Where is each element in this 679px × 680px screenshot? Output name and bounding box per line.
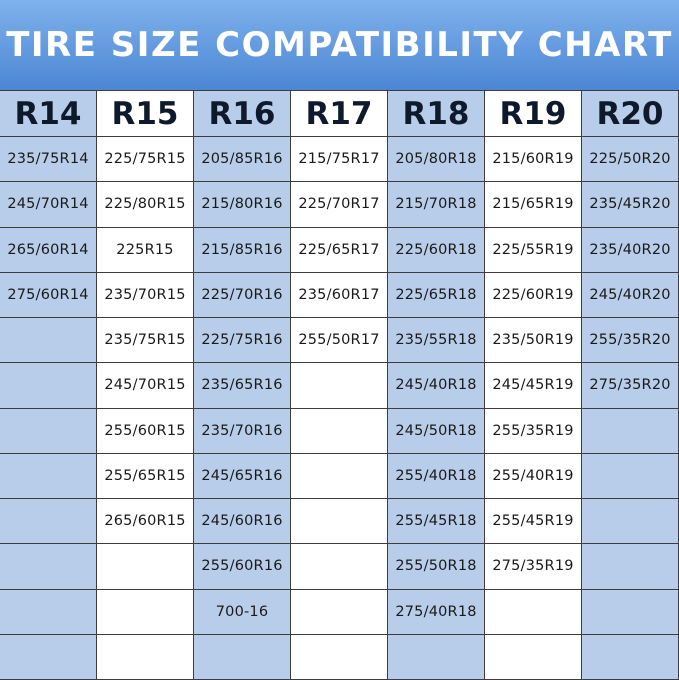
tire-size-cell [291, 363, 388, 408]
tire-size-cell: 225/60R19 [485, 273, 582, 318]
tire-size-cell [0, 544, 97, 589]
tire-size-cell: 235/75R14 [0, 137, 97, 182]
tire-size-cell [485, 590, 582, 635]
tire-size-cell: 225/70R16 [194, 273, 291, 318]
tire-size-cell [485, 635, 582, 680]
tire-size-cell [388, 635, 485, 680]
tire-size-cell [582, 544, 679, 589]
tire-size-cell: 235/50R19 [485, 318, 582, 363]
column-header-r18: R18 [388, 91, 485, 137]
tire-size-cell: 255/45R18 [388, 499, 485, 544]
tire-size-cell: 255/40R18 [388, 454, 485, 499]
tire-size-cell: 235/75R15 [97, 318, 194, 363]
tire-size-cell: 225/55R19 [485, 228, 582, 273]
tire-size-cell: 245/40R20 [582, 273, 679, 318]
tire-size-cell [291, 499, 388, 544]
tire-size-cell [582, 454, 679, 499]
tire-size-cell: 265/60R14 [0, 228, 97, 273]
tire-size-cell: 235/70R16 [194, 409, 291, 454]
tire-size-cell: 255/50R18 [388, 544, 485, 589]
column-header-r19: R19 [485, 91, 582, 137]
tire-size-cell: 255/35R19 [485, 409, 582, 454]
tire-size-cell: 215/80R16 [194, 182, 291, 227]
tire-size-cell: 225/65R18 [388, 273, 485, 318]
tire-size-cell [582, 590, 679, 635]
size-table [0, 90, 679, 680]
tire-size-cell: 225/75R16 [194, 318, 291, 363]
tire-size-cell [0, 363, 97, 408]
tire-size-cell [0, 454, 97, 499]
tire-size-cell: 275/35R20 [582, 363, 679, 408]
tire-size-cell: 235/70R15 [97, 273, 194, 318]
tire-size-cell: 225R15 [97, 228, 194, 273]
tire-size-cell [97, 544, 194, 589]
tire-size-cell [291, 409, 388, 454]
column-header-r14: R14 [0, 91, 97, 137]
column-header-r16: R16 [194, 91, 291, 137]
tire-size-cell [97, 590, 194, 635]
tire-size-cell: 700-16 [194, 590, 291, 635]
tire-size-cell: 255/60R15 [97, 409, 194, 454]
tire-size-cell [582, 635, 679, 680]
column-header-r15: R15 [97, 91, 194, 137]
chart-title: TIRE SIZE COMPATIBILITY CHART [6, 25, 673, 65]
tire-size-cell: 255/45R19 [485, 499, 582, 544]
tire-size-cell: 255/65R15 [97, 454, 194, 499]
tire-size-cell: 205/80R18 [388, 137, 485, 182]
tire-size-cell: 255/40R19 [485, 454, 582, 499]
tire-size-cell [291, 544, 388, 589]
tire-size-cell: 235/55R18 [388, 318, 485, 363]
tire-size-cell: 275/60R14 [0, 273, 97, 318]
tire-size-cell: 235/40R20 [582, 228, 679, 273]
tire-size-cell: 205/85R16 [194, 137, 291, 182]
tire-size-cell: 215/85R16 [194, 228, 291, 273]
tire-size-cell [0, 635, 97, 680]
column-header-r17: R17 [291, 91, 388, 137]
tire-size-cell: 255/60R16 [194, 544, 291, 589]
tire-size-cell: 265/60R15 [97, 499, 194, 544]
tire-size-cell: 255/50R17 [291, 318, 388, 363]
column-header-r20: R20 [582, 91, 679, 137]
tire-size-cell: 275/40R18 [388, 590, 485, 635]
tire-size-cell: 225/65R17 [291, 228, 388, 273]
tire-size-cell: 245/40R18 [388, 363, 485, 408]
tire-size-cell: 245/70R14 [0, 182, 97, 227]
tire-size-cell: 255/35R20 [582, 318, 679, 363]
tire-size-cell [194, 635, 291, 680]
tire-size-cell: 225/70R17 [291, 182, 388, 227]
tire-size-cell: 245/70R15 [97, 363, 194, 408]
tire-size-cell [0, 590, 97, 635]
tire-size-cell [291, 635, 388, 680]
tire-size-cell: 225/75R15 [97, 137, 194, 182]
tire-size-cell [582, 409, 679, 454]
tire-size-cell: 225/80R15 [97, 182, 194, 227]
tire-size-cell: 215/60R19 [485, 137, 582, 182]
tire-size-cell [97, 635, 194, 680]
tire-size-cell: 225/60R18 [388, 228, 485, 273]
tire-size-cell: 235/65R16 [194, 363, 291, 408]
tire-size-cell [0, 409, 97, 454]
tire-size-cell: 245/65R16 [194, 454, 291, 499]
tire-size-cell: 215/70R18 [388, 182, 485, 227]
tire-size-cell: 245/60R16 [194, 499, 291, 544]
tire-size-cell: 275/35R19 [485, 544, 582, 589]
tire-size-cell [291, 454, 388, 499]
tire-size-cell: 215/65R19 [485, 182, 582, 227]
title-banner [0, 0, 679, 90]
tire-size-cell [582, 499, 679, 544]
tire-size-cell: 225/50R20 [582, 137, 679, 182]
tire-size-cell: 215/75R17 [291, 137, 388, 182]
tire-size-cell [0, 318, 97, 363]
tire-size-cell: 235/45R20 [582, 182, 679, 227]
tire-size-cell [291, 590, 388, 635]
tire-size-cell: 245/45R19 [485, 363, 582, 408]
tire-size-cell: 245/50R18 [388, 409, 485, 454]
tire-size-cell [0, 499, 97, 544]
tire-size-cell: 235/60R17 [291, 273, 388, 318]
